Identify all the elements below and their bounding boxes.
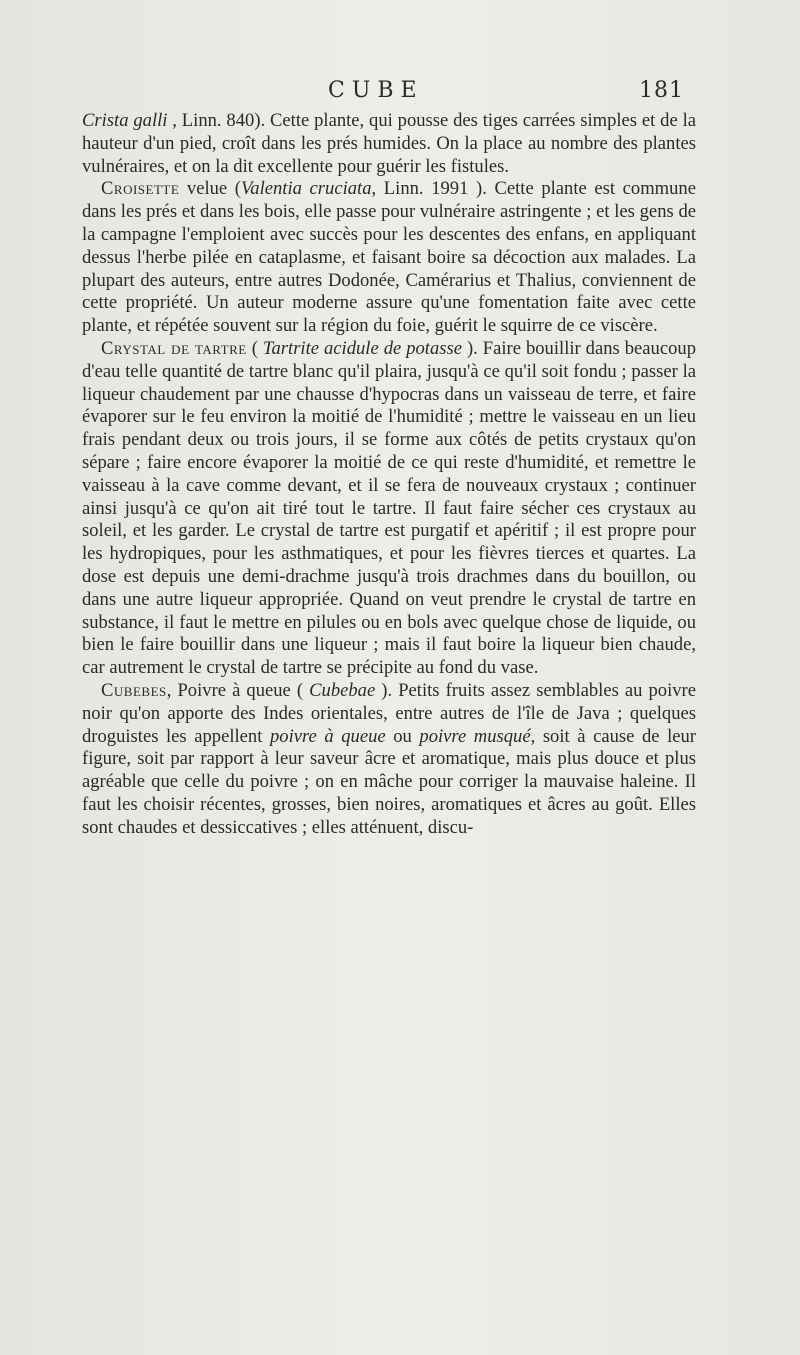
page-body <box>82 110 696 840</box>
entry-cubebes-alt-name-2: poivre musqué <box>419 725 531 747</box>
entry-croisette-headword: Croisette <box>101 178 180 200</box>
entry-crystal-latin: Tartrite acidule de potasse <box>262 337 462 359</box>
entry-cubebes-latin: Cubebae <box>309 679 376 701</box>
entry-cubebes-text-3: ou <box>385 725 420 747</box>
entry-crystal-text-1: ( <box>246 337 263 359</box>
entry-croisette-text-1: velue ( <box>179 178 241 200</box>
entry-cubebes <box>82 680 696 840</box>
entry-cubebes-headword: Cubebes <box>101 679 167 701</box>
entry-crista-galli <box>82 110 696 178</box>
page-number: 181 <box>639 78 684 103</box>
entry-croisette <box>82 178 696 338</box>
entry-crista-galli-name: Crista galli <box>82 110 168 131</box>
entry-cubebes-text-4: , soit à cause de leur figure, soit par rapport à leur saveur âcre et aromatique, mais plus douce et plus agréable que celle du poivre ; on en mâche pour corriger la mauvaise haleine. Il faut les choisir récentes, grosses, bien noires, aromatiques et âcres au goût. Elles sont chaudes et dessiccatives ; elles atténuent, discu- <box>82 725 696 838</box>
entry-crista-galli-text: , Linn. 840). Cette plante, qui pousse des tiges carrées simples et de la hauteur d'un pied, croît dans les prés humides. On la place au nombre des plantes vulnéraires, et on la dit excellente pour guérir les fistules. <box>82 110 696 177</box>
entry-cubebes-text-1: , Poivre à queue ( <box>166 679 310 701</box>
entry-cubebes-text-2: ). Petits fruits assez semblables au poivre noir qu'on apporte des Indes orientales, entre autres de l'île de Java ; quelques droguistes les appellent <box>82 679 697 747</box>
entry-crystal-headword: Crystal de tartre <box>101 337 247 359</box>
entry-croisette-latin: Valentia cruciata <box>241 178 372 200</box>
entry-crystal-de-tartre <box>82 338 696 680</box>
entry-croisette-text-2: , Linn. 1991 ). Cette plante est commune dans les prés et dans les bois, elle passe pour vulnéraire astringente ; et les gens de la campagne l'emploient avec succès pour les descentes des enfans, en appliquant dessus l'herbe pilée en cataplasme, et faisant boire sa décoction aux malades. La plupart des auteurs, entre autres Dodonée, Camérarius et Thalius, conviennent de cette propriété. Un auteur moderne assure qu'une fomentation faite avec cette plante, et répétée souvent sur la région du foie, guérit le squirre de ce viscère. <box>82 178 696 337</box>
running-header <box>110 78 684 108</box>
running-title: CUBE <box>328 78 424 103</box>
entry-cubebes-alt-name-1: poivre à queue <box>269 725 386 747</box>
entry-crystal-text-2: ). Faire bouillir dans beaucoup d'eau telle quantité de tartre blanc qu'il plaira, jusqu'à ce qu'il soit fondu ; passer la liqueur chaudement par une chausse d'hypocras dans un vaisseau de terre, et faire évaporer sur le feu environ la moitié de l'humidité ; mettre le vaisseau en un lieu frais pendant deux ou trois jours, il se forme aux côtés de petits crystaux qu'on sépare ; faire encore évaporer la moitié de ce qui reste d'humidité, et remettre le vaisseau à la cave comme devant, et il se fera de nouveaux crystaux ; continuer ainsi jusqu'à ce qu'on ait tiré tout le tartre. Il faut faire sécher ces crystaux au soleil, et les garder. Le crystal de tartre est purgatif et apéritif ; il est propre pour les hydropiques, pour les asthmatiques, et pour les fièvres tierces et quartes. La dose est depuis une demi-drachme jusqu'à trois drachmes dans du bouillon, ou dans une autre liqueur appropriée. Quand on veut prendre le crystal de tartre en substance, il faut le mettre en pilules ou en bols avec quelque chose de liquide, ou bien le faire bouillir dans une liqueur ; mais il faut boire la liqueur bien chaude, car autrement le crystal de tartre se précipite au fond du vase. <box>82 337 696 679</box>
